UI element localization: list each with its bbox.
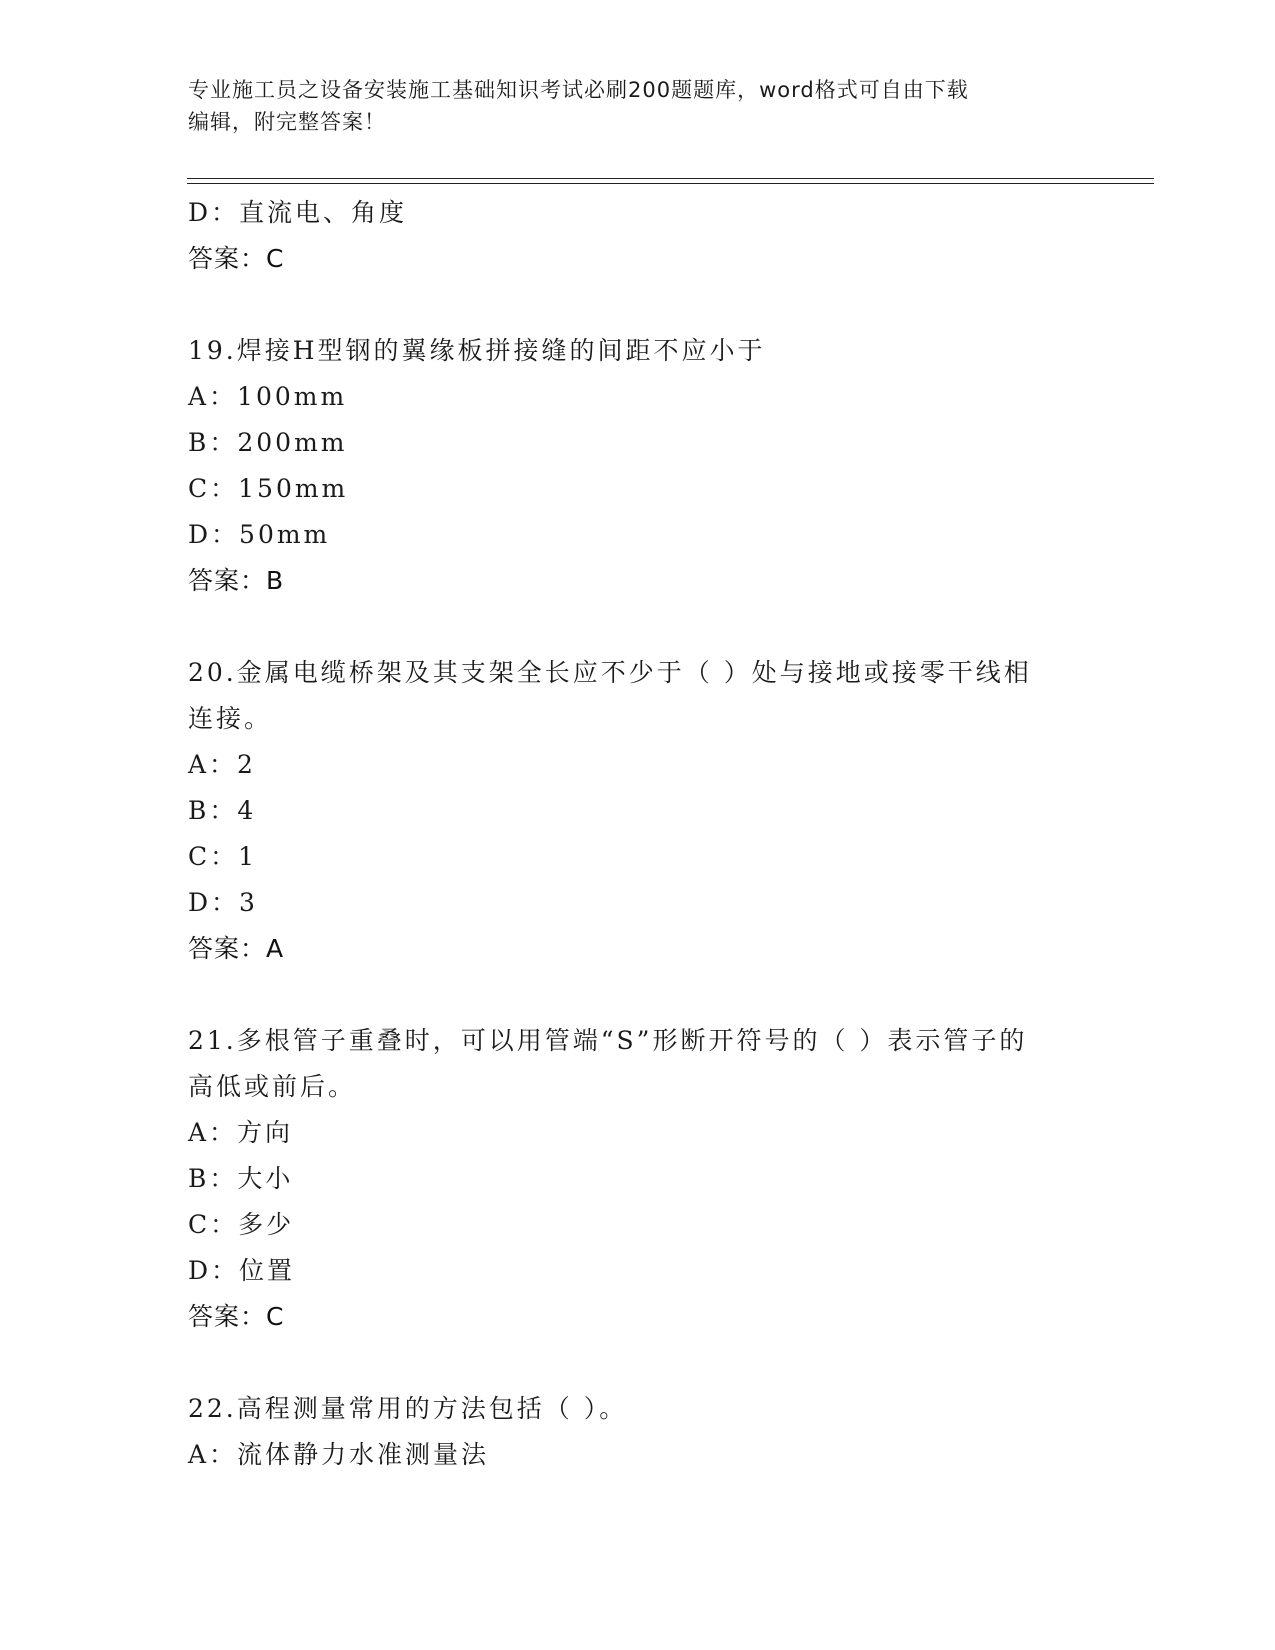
header-title-line-2: 编辑，附完整答案！ bbox=[188, 110, 386, 134]
question-19-stem: 19.焊接H型钢的翼缘板拼接缝的间距不应小于 bbox=[188, 336, 766, 365]
spacer bbox=[188, 282, 1088, 328]
header-divider-top bbox=[187, 178, 1154, 179]
question-20-stem-line-1: 20.金属电缆桥架及其支架全长应不少于（ ）处与接地或接零干线相 bbox=[188, 658, 1032, 687]
question-20-option-c: C：1 bbox=[188, 842, 258, 871]
question-21-option-a: A：方向 bbox=[188, 1118, 294, 1147]
question-21 bbox=[188, 1018, 1088, 1340]
question-20-answer: 答案：A bbox=[188, 934, 285, 963]
question-22-option-a: A：流体静力水准测量法 bbox=[188, 1440, 490, 1469]
question-19-option-a: A：100mm bbox=[188, 382, 348, 411]
question-19 bbox=[188, 328, 1088, 604]
header-title-line-1: 专业施工员之设备安装施工基础知识考试必刷200题题库，word格式可自由下载 bbox=[188, 78, 969, 102]
question-18-option-d: D：直流电、角度 bbox=[188, 198, 408, 227]
question-21-stem-line-1: 21.多根管子重叠时，可以用管端“S”形断开符号的（ ）表示管子的 bbox=[188, 1026, 1028, 1055]
question-22-stem: 22.高程测量常用的方法包括（ ）。 bbox=[188, 1394, 628, 1423]
question-19-answer: 答案：B bbox=[188, 566, 285, 595]
spacer bbox=[188, 604, 1088, 650]
question-18-answer: 答案：C bbox=[188, 244, 285, 273]
question-list bbox=[188, 190, 1088, 1478]
question-20-option-b: B：4 bbox=[188, 796, 257, 825]
header-divider-bottom bbox=[187, 183, 1154, 184]
question-21-option-d: D：位置 bbox=[188, 1256, 296, 1285]
question-19-option-d: D：50mm bbox=[188, 520, 331, 549]
question-22 bbox=[188, 1386, 1088, 1478]
question-20-option-d: D：3 bbox=[188, 888, 258, 917]
spacer bbox=[188, 1340, 1088, 1386]
question-21-answer: 答案：C bbox=[188, 1302, 285, 1331]
question-20-option-a: A：2 bbox=[188, 750, 256, 779]
question-19-option-b: B：200mm bbox=[188, 428, 348, 457]
question-21-option-c: C：多少 bbox=[188, 1210, 295, 1239]
question-21-stem-line-2: 高低或前后。 bbox=[188, 1072, 357, 1101]
question-21-option-b: B：大小 bbox=[188, 1164, 294, 1193]
spacer bbox=[188, 972, 1088, 1018]
question-20-stem-line-2: 连接。 bbox=[188, 704, 273, 733]
document-header bbox=[188, 74, 1068, 138]
question-20 bbox=[188, 650, 1088, 972]
question-19-option-c: C：150mm bbox=[188, 474, 349, 503]
